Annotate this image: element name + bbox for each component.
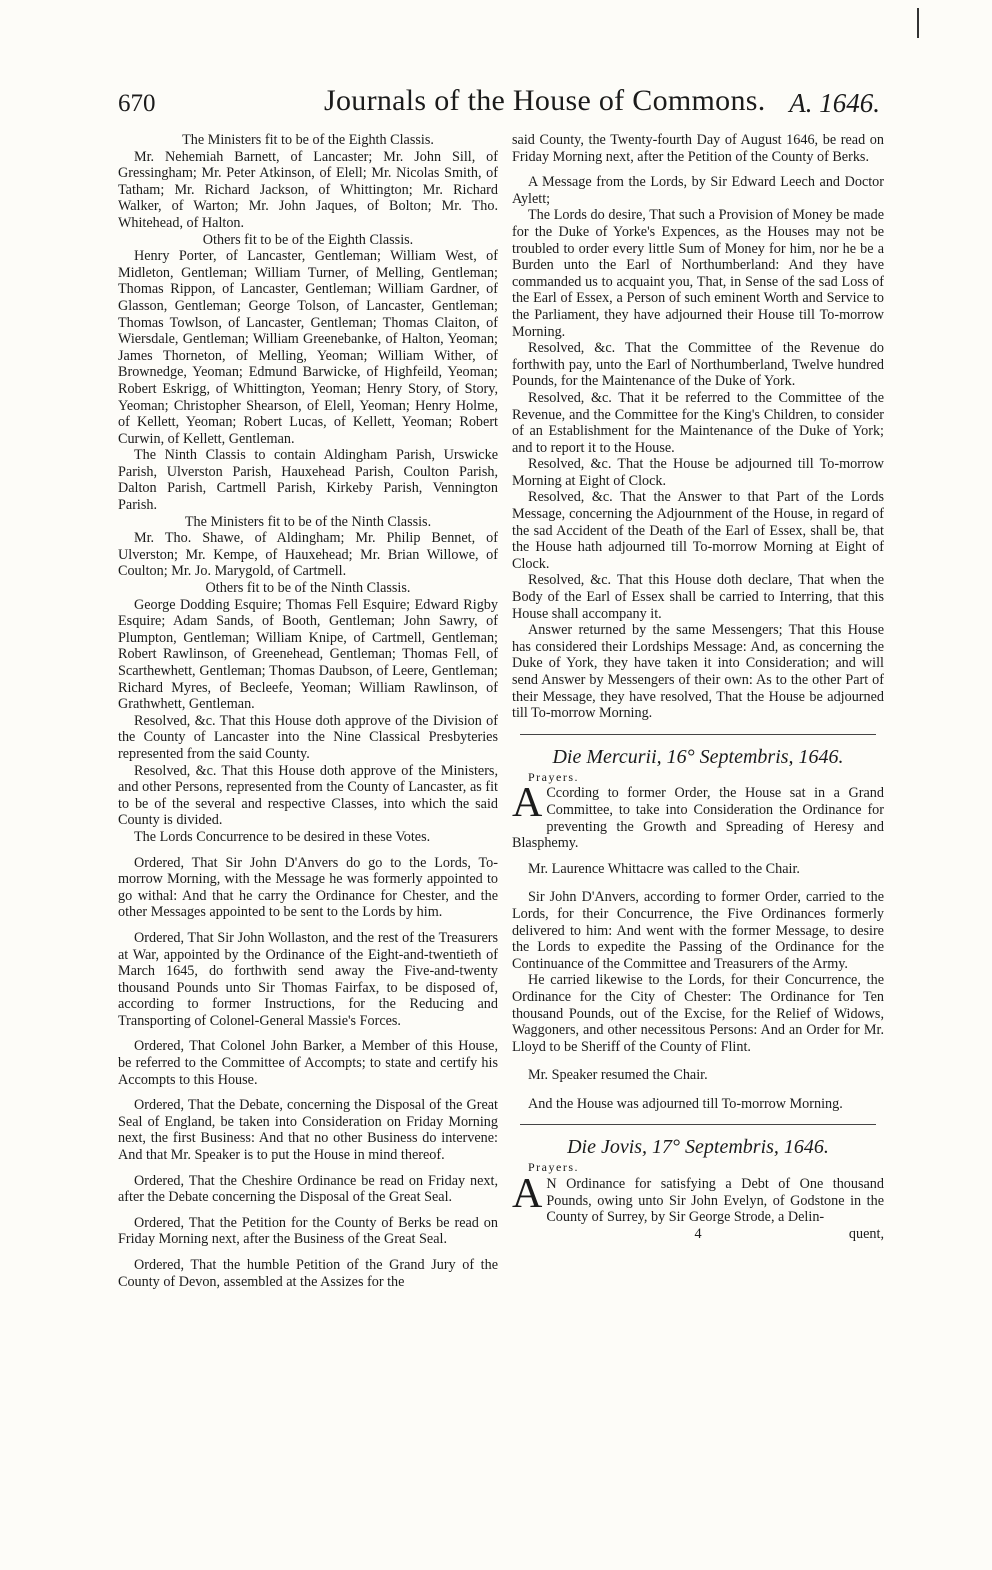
paragraph: Ordered, That the humble Petition of the Grand Jury of the County of Devon, assembled at the Assizes for the (118, 1257, 498, 1290)
paragraph: Ordered, That the Debate, concerning the Disposal of the Great Seal of England, be taken into Consideration on Friday Morning next, the first Business: And that no other Business do intervene: And that Mr. Speaker is to put the House in mind thereof. (118, 1097, 498, 1164)
day-heading: Die Mercurii, 16° Septembris, 1646. (552, 745, 844, 768)
paragraph: Resolved, &c. That this House doth approve of the Division of the County of Lancaster into the Nine Classical Presbyteries represented from the said County. (118, 712, 498, 762)
paragraph: Ordered, That Sir John D'Anvers do go to the Lords, To-morrow Morning, with the Message he was formerly appointed to go withal: And that he carry the Ordinance for Chester, and the other Messages appointed to be sent to the Lords by him. (118, 854, 498, 921)
paragraph: A N Ordinance for satisfying a Debt of One thousand Pounds, owing unto Sir John Evelyn, of Godstone in the County of Surrey, by Sir George Strode, a Delin- (512, 1171, 884, 1226)
paragraph: Resolved, &c. That the Committee of the Revenue do forthwith pay, unto the Earl of Northumberland, Twelve hundred Pounds, for the Maintenance of the Duke of York. (512, 340, 884, 390)
paragraph: And the House was adjourned till To-morrow Morning. (528, 1095, 843, 1112)
paragraph: Mr. Speaker resumed the Chair. (528, 1067, 708, 1084)
section-heading: The Ministers fit to be of the Eighth Classis. (182, 132, 434, 148)
paragraph: said County, the Twenty-fourth Day of August 1646, be read on Friday Morning next, after the Petition of the County of Berks. (512, 132, 884, 165)
section-heading: The Ministers fit to be of the Ninth Classis. (184, 513, 432, 530)
drop-capital: A (512, 1171, 543, 1218)
paragraph: The Lords Concurrence to be desired in these Votes. (134, 828, 431, 845)
running-title: Journals of the House of Commons. (324, 84, 766, 117)
paragraph: He carried likewise to the Lords, for their Concurrence, the Ordinance for the City of Chester: The Ordinance for Ten thousand Pounds, out of the Excise, for the Relief of Widows, Waggoners, and other necessitous Persons: And an Order for Mr. Lloyd to be Sheriff of the County of Flint. (512, 972, 884, 1055)
left-column (118, 132, 498, 1290)
paragraph: Answer returned by the same Messengers; That this House has considered their Lordships Message: And, as concerning the Duke of York, they have taken it into Consideration; and will send Answer by Messengers of their own: As to the other Part of their Message, they have resolved, That the House be adjourned till To-morrow Morning. (512, 622, 884, 722)
section-divider (520, 734, 876, 735)
catchword: quent, (848, 1225, 884, 1242)
page-header (118, 84, 880, 128)
right-column (512, 132, 884, 1244)
paragraph: George Dodding Esquire; Thomas Fell Esquire; Edward Rigby Esquire; Adam Sands, of Booth, Gentleman; John Sawry, of Plumpton, Gentleman; William Knipe, of Cartmell, Gentleman; Robert Rawlinson, of Greenehead, Gentleman; Thomas Fell, of Scarthewhett, Gentleman; Thomas Daubson, of Leere, Gentleman; Richard Myres, of Becleefe, Yeoman; William Rawlinson, of Grathwhett, Gentleman. (118, 596, 498, 713)
paragraph: Resolved, &c. That the House be adjourned till To-morrow Morning at Eight of Clock. (512, 456, 884, 489)
paragraph: Resolved, &c. That this House doth declare, That when the Body of the Earl of Essex shall be carried to Interring, that this House shall accompany it. (512, 572, 884, 622)
page-number: 670 (118, 90, 156, 117)
paragraph: Resolved, &c. That the Answer to that Part of the Lords Message, concerning the Adjournment of the House, in regard of the sad Accident of the Death of the Earl of Essex, shall be, that the House hath adjourned till To-morrow Morning at Eight of Clock. (512, 489, 884, 572)
day-heading: Die Jovis, 17° Septembris, 1646. (567, 1136, 829, 1159)
running-year: A. 1646. (789, 88, 880, 118)
paragraph: A Message from the Lords, by Sir Edward Leech and Doctor Aylett; (512, 174, 884, 207)
paragraph: Mr. Nehemiah Barnett, of Lancaster; Mr. John Sill, of Gressingham; Mr. Peter Atkinson, of Elell; Mr. Nicolas Smith, of Tatham; Mr. Richard Jackson, of Whittington; Mr. Richard Walker, of Warton; Mr. John Jaques, of Bolton; Mr. Tho. Whitehead, of Halton. (118, 148, 498, 231)
paragraph: A Ccording to former Order, the House sat in a Grand Committee, to take into Consideration the Ordinance for preventing the Growth and Spreading of Heresy and Blasphemy. (512, 780, 884, 852)
paragraph: The Ninth Classis to contain Aldingham Parish, Urswicke Parish, Ulverston Parish, Hauxehead Parish, Coulton Parish, Dalton Parish, Cartmell Parish, Kirkeby Parish, Vennington Parish. (118, 447, 498, 514)
paragraph: Mr. Laurence Whittacre was called to the Chair. (528, 860, 800, 877)
paragraph: Ordered, That the Petition for the County of Berks be read on Friday Morning next, after the Business of the Great Seal. (118, 1214, 498, 1248)
signature-mark: 4 (694, 1225, 702, 1242)
section-heading: Others fit to be of the Ninth Classis. (205, 580, 411, 597)
margin-mark (917, 8, 919, 38)
paragraph: Resolved, &c. That it be referred to the Committee of the Revenue, and the Committee for the King's Children, to consider of an Establishment for the Maintenance of the Duke of York; and to report it to the House. (512, 389, 884, 456)
paragraph: Ordered, That Colonel John Barker, a Member of this House, be referred to the Committee of Accompts; to state and certify his Accompts to this House. (118, 1038, 498, 1088)
prayers-label: Prayers. (528, 769, 579, 784)
section-heading: Others fit to be of the Eighth Classis. (202, 231, 414, 248)
paragraph: Resolved, &c. That this House doth approve of the Ministers, and other Persons, represented from the County of Lancaster, as fit to be of the several and respective Classes, into which the said County is divided. (118, 762, 498, 829)
paragraph: The Lords do desire, That such a Provision of Money be made for the Duke of Yorke's Expences, as the Houses may not be troubled to order every little Sum of Money for him, nor he be a Burden unto the Earl of Northumberland: And they have commanded us to acquaint you, That, in Sense of the sad Loss of the Earl of Essex, a Person of such eminent Worth and Service to the Parliament, they have adjourned their House till To-morrow Morning. (512, 207, 884, 340)
paragraph: Ordered, That the Cheshire Ordinance be read on Friday next, after the Debate concerning the Disposal of the Great Seal. (118, 1172, 498, 1206)
drop-capital: A (512, 780, 543, 827)
prayers-label: Prayers. (528, 1160, 579, 1175)
paragraph: Ordered, That Sir John Wollaston, and the rest of the Treasurers at War, appointed by the Ordinance of the Eight-and-twentieth of March 1645, do forthwith send away the Five-and-twenty thousand Pounds unto Sir Thomas Fairfax, to be disposed of, according to former Instructions, for the Reducing and Transporting of Colonel-General Massie's Forces. (118, 929, 498, 1029)
paragraph: Sir John D'Anvers, according to former Order, carried to the Lords, for their Concurrence, the Five Ordinances formerly delivered to him: And went with the former Message, to desire the Lords to expedite the Passing of the Ordinance for the Continuance of the Committee and Treasurers of the Army. (512, 889, 884, 972)
section-divider (520, 1124, 876, 1125)
paragraph: Mr. Tho. Shawe, of Aldingham; Mr. Philip Bennet, of Ulverston; Mr. Kempe, of Hauxehead; Mr. Brian Willowe, of Coulton; Mr. Jo. Marygold, of Cartmell. (118, 530, 498, 580)
paragraph: Henry Porter, of Lancaster, Gentleman; William West, of Midleton, Gentleman; William Turner, of Melling, Gentleman; Thomas Rippon, of Lancaster, Gentleman; William Gardner, of Glasson, Gentleman; George Tolson, of Lancaster, Gentleman; Thomas Towlson, of Lancaster, Gentleman; Thomas Claiton, of Wiersdale, Gentleman; William Greenebanke, of Halton, Yeoman; James Thorneton, of Melling, Yeoman; William Wither, of Brownedge, Yeoman; Edmund Barwicke, of Highfeild, Yeoman; Robert Eskrigg, of Whittington, Yeoman; Henry Story, of Story, Yeoman; Christopher Shearson, of Elell, Yeoman; Henry Holme, of Kellett, Yeoman; Robert Lucas, of Kellett, Yeoman; Robert Curwin, of Kellett, Gentleman. (118, 248, 498, 447)
